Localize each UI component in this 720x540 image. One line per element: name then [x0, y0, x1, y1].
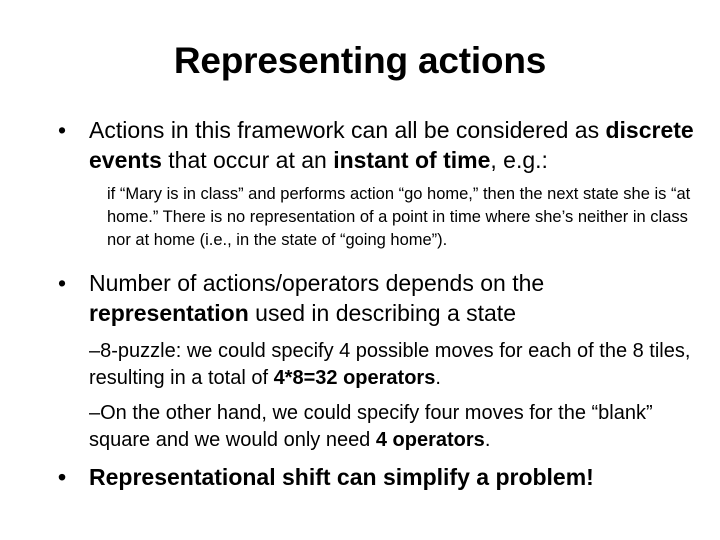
sub-bullet-blank-part2: .: [484, 429, 491, 451]
bullet-marker: •: [58, 117, 67, 143]
bullet-actions-part1: Actions in this framework can all be considered as: [89, 117, 606, 143]
bullet-actions-bold2: instant of time: [333, 147, 491, 173]
bullet-actions-bold1: discrete events: [89, 117, 694, 173]
sub-bullet-8-puzzle-bold1: 4*8=32 operators: [273, 367, 436, 389]
sub-bullet-blank-bold1: 4 operators: [375, 429, 485, 451]
bullet-representational-shift: [58, 462, 698, 492]
bullet-number-of-actions: [58, 268, 698, 328]
sub-bullet-8-puzzle: [89, 338, 709, 392]
bullet-number-part1: Number of actions/operators depends on the: [89, 270, 545, 296]
bullet-number-text: [89, 268, 698, 328]
slide-title: Representing actions: [173, 40, 547, 81]
example-text: if “Mary is in class” and performs action “go home,” then the next state she is “at home.” There is no representation of a point in time where she’s neither in class nor at home (i.e., in the state of “going home”).: [107, 185, 691, 249]
bullet-actions-part3: , e.g.:: [490, 147, 548, 173]
bullet-marker: •: [58, 464, 67, 490]
bullet-marker: •: [58, 270, 67, 296]
bullet-representational-shift-text: Representational shift can simplify a problem!: [89, 464, 594, 490]
sub-bullet-8-puzzle-part2: .: [435, 367, 441, 389]
bullet-actions-text: [89, 115, 698, 175]
bullet-actions: [58, 115, 698, 175]
sub-bullet-blank-part1: –On the other hand, we could specify four moves for the “blank” square and we would only need: [89, 402, 653, 451]
sub-bullet-blank-square: [89, 400, 709, 454]
bullet-number-part2: used in describing a state: [248, 300, 516, 326]
bullet-actions-part2: that occur at an: [161, 147, 334, 173]
bullet-number-bold1: representation: [89, 300, 249, 326]
sub-bullet-8-puzzle-part1: –8-puzzle: we could specify 4 possible moves for each of the 8 tiles, resulting in a total of: [89, 340, 691, 389]
